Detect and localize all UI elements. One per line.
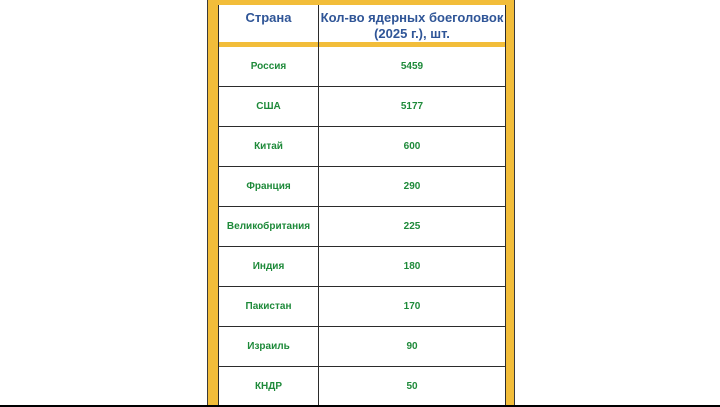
table-row bbox=[219, 87, 505, 127]
table-frame bbox=[207, 0, 515, 405]
warhead-count-cell: 290 bbox=[403, 181, 421, 192]
warhead-count-cell: 170 bbox=[403, 301, 421, 312]
country-cell: Великобритания bbox=[226, 221, 311, 232]
warhead-count-cell: 5459 bbox=[400, 61, 424, 72]
table-row bbox=[219, 207, 505, 247]
table-row bbox=[219, 247, 505, 287]
table-row bbox=[219, 47, 505, 87]
warhead-count-cell: 5177 bbox=[400, 101, 424, 112]
table-row bbox=[219, 167, 505, 207]
header-country: Страна bbox=[245, 10, 292, 25]
warhead-count-cell: 180 bbox=[403, 261, 421, 272]
country-cell: Израиль bbox=[247, 341, 290, 352]
column-divider bbox=[318, 5, 319, 405]
table-row bbox=[219, 127, 505, 167]
warhead-count-cell: 50 bbox=[406, 381, 418, 392]
country-cell: Франция bbox=[246, 181, 291, 192]
table-header bbox=[219, 5, 505, 42]
country-cell: Индия bbox=[252, 261, 285, 272]
warhead-count-cell: 600 bbox=[403, 141, 421, 152]
country-cell: Китай bbox=[254, 141, 283, 152]
header-warhead-count: Кол-во ядерных боеголовок (2025 г.), шт. bbox=[320, 10, 504, 41]
country-cell: США bbox=[256, 101, 281, 112]
warhead-count-cell: 90 bbox=[406, 341, 418, 352]
warheads-table bbox=[218, 5, 506, 405]
country-cell: Пакистан bbox=[245, 301, 292, 312]
table-row bbox=[219, 287, 505, 327]
table-row bbox=[219, 327, 505, 367]
warhead-count-cell: 225 bbox=[403, 221, 421, 232]
country-cell: Россия bbox=[250, 61, 287, 72]
country-cell: КНДР bbox=[254, 381, 283, 392]
table-row bbox=[219, 367, 505, 407]
